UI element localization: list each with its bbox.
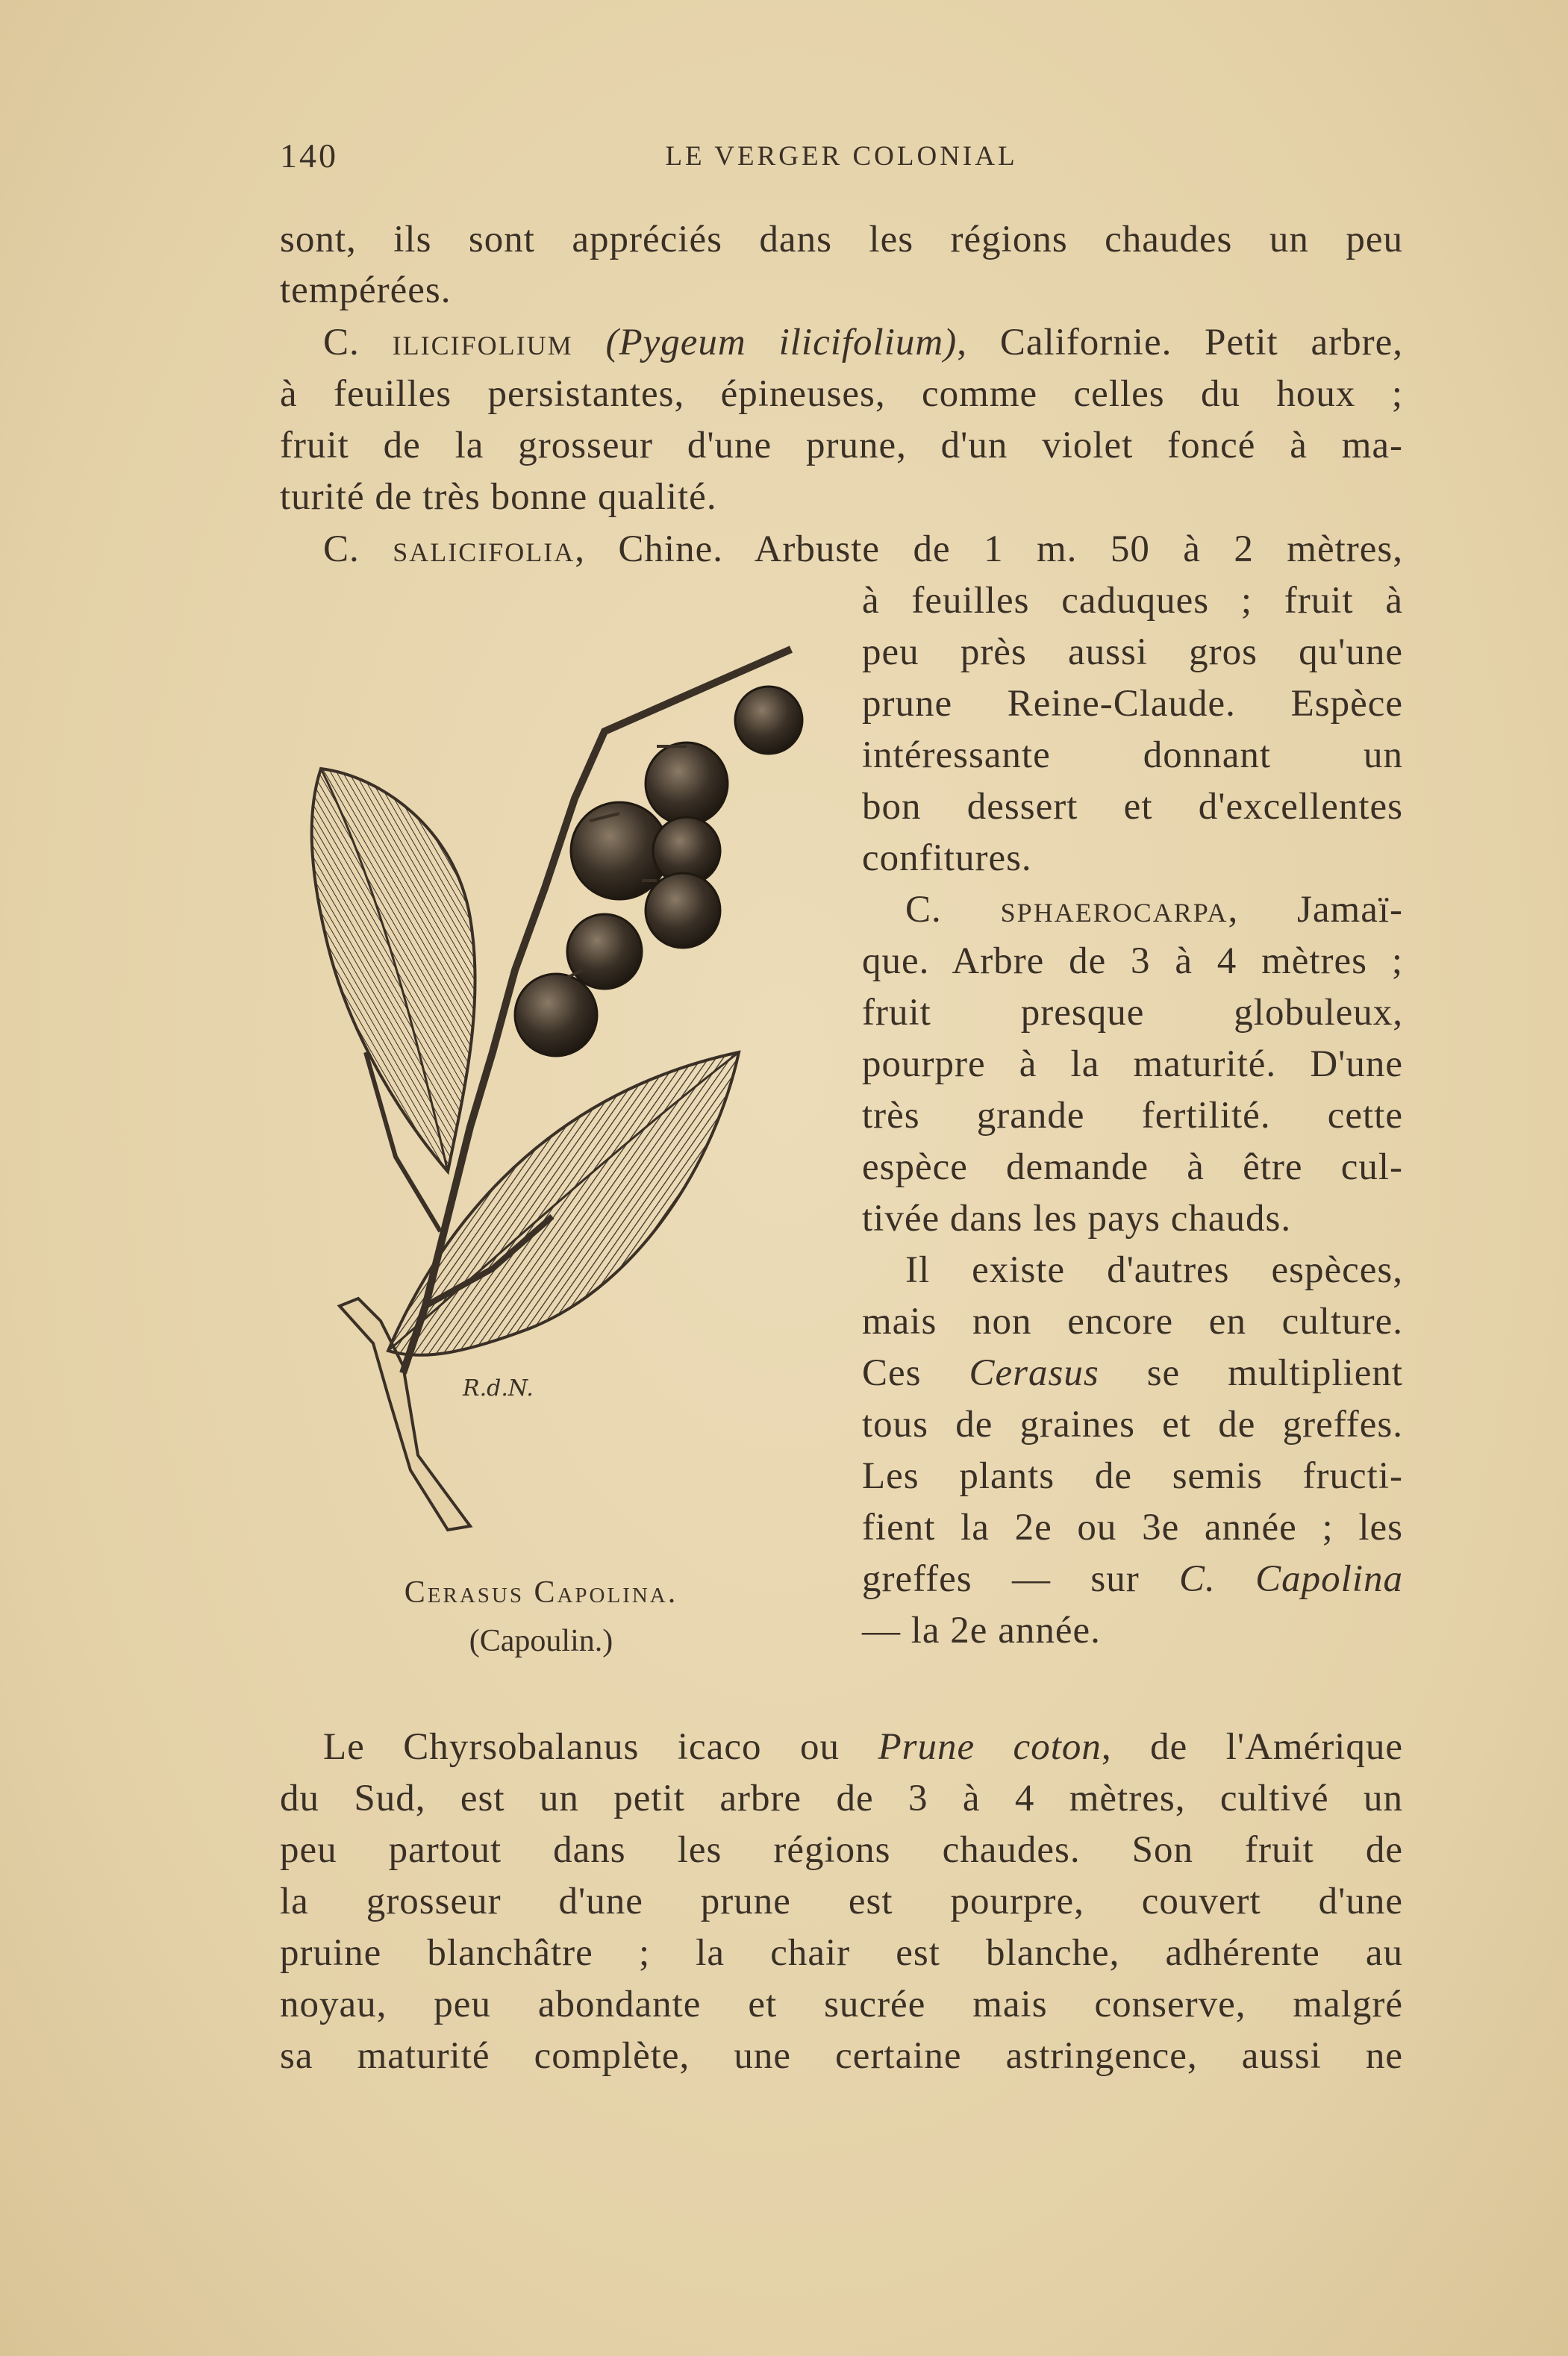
text-line bbox=[862, 1350, 1403, 1401]
text-line: tivée dans les pays chauds. bbox=[862, 1198, 1292, 1240]
cherry-branch-illustration bbox=[269, 634, 836, 1552]
text-line bbox=[280, 319, 1403, 370]
text-line bbox=[280, 1724, 1403, 1775]
text-line: turité de très bonne qualité. bbox=[280, 476, 717, 518]
text-fragment: , Chine. Arbuste de 1 m. 50 à 2 mètres, bbox=[575, 528, 1404, 570]
species-name: sphaerocarpa bbox=[1000, 889, 1228, 931]
text-line: peu partout dans les régions chaudes. Son fruit de bbox=[280, 1829, 1403, 1871]
text-line: pruine blanchâtre ; la chair est blanche, adhérente au bbox=[280, 1932, 1403, 1974]
text-line: du Sud, est un petit arbre de 3 à 4 mètres, cultivé un bbox=[280, 1778, 1403, 1819]
fruit bbox=[735, 687, 802, 754]
artist-signature: R.d.N. bbox=[463, 1375, 534, 1402]
figure-caption-common: (Capoulin.) bbox=[469, 1624, 613, 1658]
page-number: 140 bbox=[280, 137, 338, 175]
species-name: ilicifolium bbox=[392, 322, 573, 363]
text-line bbox=[862, 887, 1403, 937]
text-line: Les plants de semis fructi- bbox=[862, 1455, 1403, 1497]
species-name: salicifolia bbox=[393, 528, 575, 570]
common-name: Prune coton bbox=[878, 1726, 1102, 1768]
figure-caption-name: Cerasus Capolina. bbox=[404, 1575, 678, 1610]
text-line: que. Arbre de 3 à 4 mètres ; bbox=[862, 940, 1403, 982]
text-line: sont, ils sont appréciés dans les régions chaudes un peu bbox=[280, 219, 1403, 260]
text-line: peu près aussi gros qu'une bbox=[862, 631, 1403, 673]
species-name: C. Capolina bbox=[1179, 1558, 1404, 1600]
text-line: espèce demande à être cul- bbox=[862, 1146, 1403, 1188]
text-fragment: , Californie. Petit arbre, bbox=[957, 322, 1404, 363]
genus-abbreviation: C. bbox=[905, 889, 942, 931]
text-line: tous de graines et de greffes. bbox=[862, 1404, 1403, 1446]
synonym-name: (Pygeum ilicifolium) bbox=[605, 322, 958, 363]
text-line: fruit de la grosseur d'une prune, d'un violet foncé à ma- bbox=[280, 425, 1403, 466]
text-line: fient la 2e ou 3e année ; les bbox=[862, 1507, 1403, 1549]
text-line: bon dessert et d'excellentes bbox=[862, 786, 1403, 828]
text-line: tempérées. bbox=[280, 269, 452, 311]
text-line: prune Reine-Claude. Espèce bbox=[862, 683, 1403, 725]
running-header bbox=[280, 136, 1403, 181]
text-fragment: se multiplient bbox=[1099, 1352, 1403, 1394]
text-line: intéressante donnant un bbox=[862, 734, 1403, 776]
text-line bbox=[280, 526, 1403, 577]
text-line: très grande fertilité. cette bbox=[862, 1095, 1403, 1137]
text-line: fruit presque globuleux, bbox=[862, 992, 1403, 1034]
genus-name: Cerasus bbox=[969, 1352, 1099, 1394]
text-line: confitures. bbox=[862, 837, 1032, 879]
text-fragment: Ces bbox=[862, 1352, 969, 1394]
text-fragment: greffes — sur bbox=[862, 1558, 1180, 1600]
genus-abbreviation: C. bbox=[323, 322, 360, 363]
text-fragment: Le Chyrsobalanus icaco ou bbox=[323, 1726, 878, 1768]
text-line bbox=[862, 1556, 1403, 1607]
text-line: — la 2e année. bbox=[862, 1610, 1101, 1652]
text-fragment: , Jamaï- bbox=[1228, 889, 1403, 931]
text-line: Il existe d'autres espèces, bbox=[905, 1249, 1403, 1291]
text-line: pourpre à la maturité. D'une bbox=[862, 1043, 1403, 1085]
text-fragment: , de l'Amérique bbox=[1101, 1726, 1403, 1768]
genus-abbreviation: C. bbox=[323, 528, 360, 570]
text-line: la grosseur d'une prune est pourpre, couvert d'une bbox=[280, 1881, 1403, 1922]
text-line: à feuilles persistantes, épineuses, comme celles du houx ; bbox=[280, 373, 1403, 415]
running-title: LE VERGER COLONIAL bbox=[665, 141, 1018, 172]
text-line: à feuilles caduques ; fruit à bbox=[862, 580, 1403, 622]
text-line: mais non encore en culture. bbox=[862, 1301, 1403, 1343]
text-line: noyau, peu abondante et sucrée mais conserve, malgré bbox=[280, 1984, 1403, 2025]
text-line: sa maturité complète, une certaine astringence, aussi ne bbox=[280, 2035, 1403, 2077]
